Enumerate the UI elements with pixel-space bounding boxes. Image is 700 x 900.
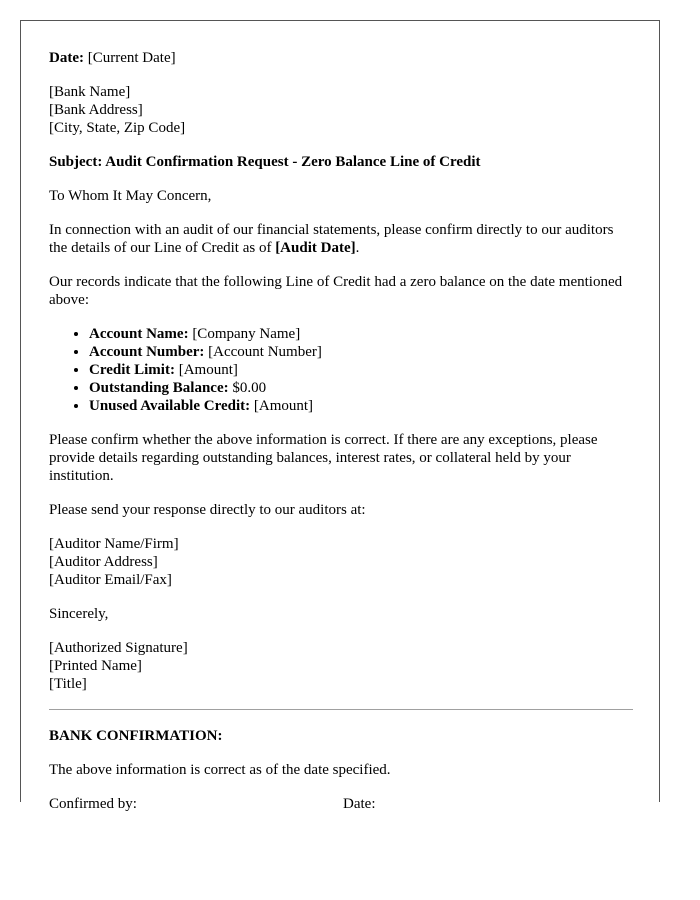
confirmed-by-label: Confirmed by: [49, 796, 137, 812]
item-value: [Amount] [253, 398, 314, 414]
signature-block [49, 639, 633, 693]
bank-name: [Bank Name] [49, 84, 131, 100]
confirmation-heading [49, 727, 633, 745]
item-label: Unused Available Credit: [89, 398, 251, 414]
auditor-contact: [Auditor Email/Fax] [49, 572, 172, 588]
paragraph-send-response: Please send your response directly to our auditors at: [49, 502, 366, 518]
item-value: [Company Name] [192, 326, 301, 342]
list-item [89, 343, 633, 361]
signature: [Authorized Signature] [49, 640, 188, 656]
item-label: Account Number: [89, 344, 205, 360]
printed-name: [Printed Name] [49, 658, 142, 674]
paragraph-confirm-request: Please confirm whether the above information is correct. If there are any exceptions, please provide details regarding outstanding balances, interest rates, or collateral held by your institution. [49, 432, 598, 484]
intro-period: . [355, 240, 360, 256]
audit-date: [Audit Date] [275, 240, 356, 256]
subject-text: Subject: Audit Confirmation Request - Zero Balance Line of Credit [49, 154, 481, 170]
paragraph-intro [49, 221, 633, 257]
section-divider [49, 709, 633, 710]
auditor-name: [Auditor Name/Firm] [49, 536, 179, 552]
item-value: $0.00 [232, 380, 267, 396]
date-line [49, 49, 633, 67]
salutation: To Whom It May Concern, [49, 188, 212, 204]
list-item [89, 361, 633, 379]
item-label: Credit Limit: [89, 362, 175, 378]
auditor-address-block [49, 535, 633, 589]
letter-page [20, 20, 660, 812]
bank-address-block [49, 83, 633, 137]
list-item [89, 379, 633, 397]
confirmation-signature-row [49, 795, 633, 813]
date-value: [Current Date] [87, 50, 176, 66]
list-item [89, 397, 633, 415]
paragraph-records: Our records indicate that the following Line of Credit had a zero balance on the date mentioned above: [49, 274, 623, 308]
item-value: [Account Number] [208, 344, 322, 360]
confirmation-heading-text: BANK CONFIRMATION: [49, 728, 223, 744]
signer-title: [Title] [49, 676, 87, 692]
item-label: Outstanding Balance: [89, 380, 229, 396]
list-item [89, 325, 633, 343]
account-details-list [49, 325, 633, 415]
item-label: Account Name: [89, 326, 189, 342]
confirmation-date-label: Date: [343, 796, 376, 812]
closing: Sincerely, [49, 606, 109, 622]
bank-address: [Bank Address] [49, 102, 143, 118]
confirmation-statement: The above information is correct as of the date specified. [49, 762, 391, 778]
bank-city: [City, State, Zip Code] [49, 120, 186, 136]
date-label: Date: [49, 50, 84, 66]
letter-body [49, 49, 633, 813]
item-value: [Amount] [178, 362, 238, 378]
subject-line [49, 153, 633, 171]
auditor-address: [Auditor Address] [49, 554, 158, 570]
intro-text: In connection with an audit of our financial statements, please confirm directly to our auditors the details of our Line of Credit as of [49, 222, 614, 256]
